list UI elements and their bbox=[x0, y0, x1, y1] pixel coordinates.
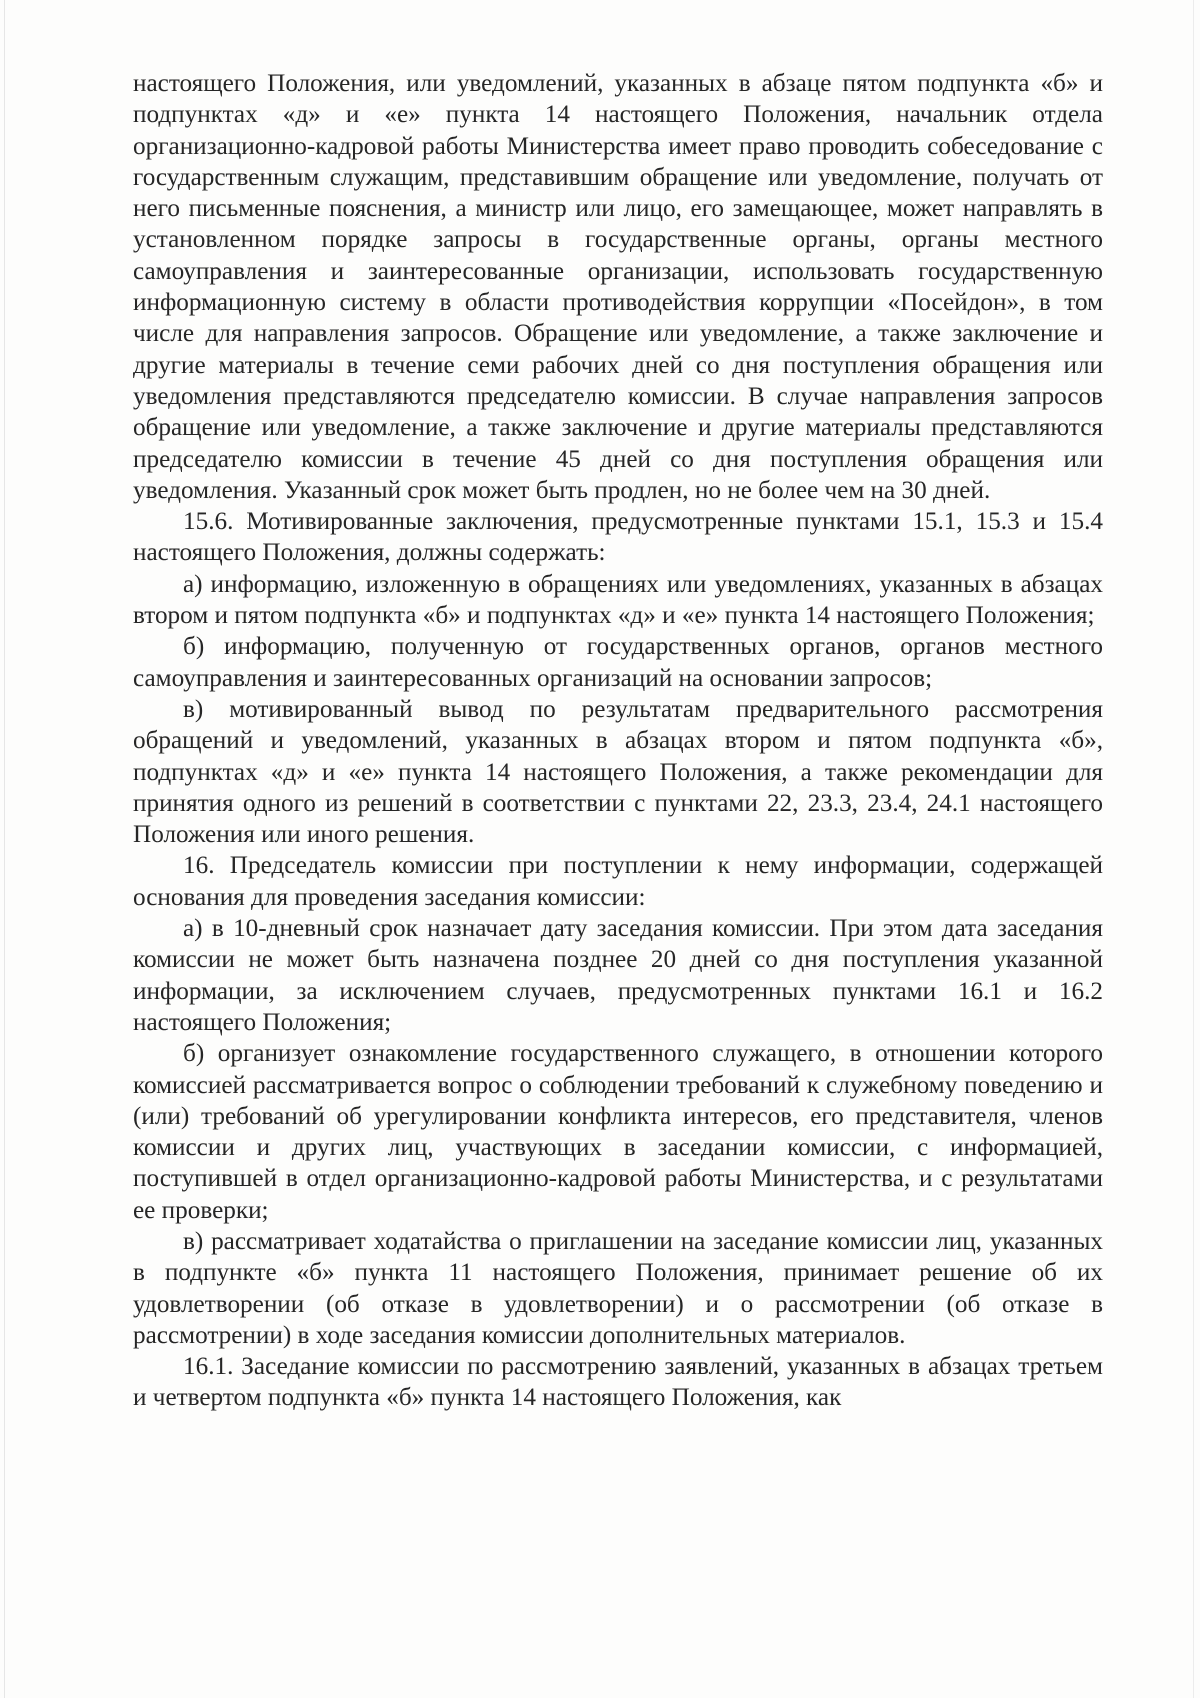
paragraph: а) информацию, изложенную в обращениях или уведомлениях, указанных в абзацах втором и пятом подпункта «б» и подпунктах «д» и «е» пункта 14 настоящего Положения; bbox=[133, 570, 1103, 630]
paragraph: 16.1. Заседание комиссии по рассмотрению заявлений, указанных в абзацах третьем и четвертом подпункта «б» пункта 14 настоящего Положения, как bbox=[133, 1353, 1103, 1412]
paragraph: в) мотивированный вывод по результатам предварительного рассмотрения обращений и уведомлений, указанных в абзацах втором и пятом подпункта «б», подпунктах «д» и «е» пункта 14 настоящего Положения, а также рекомендации для принятия одного из решений в соответствии с пунктами 22, 23.3, 23.4, 24.1 настоящего Положения или иного решения. bbox=[133, 695, 1103, 849]
paragraph: а) в 10-дневный срок назначает дату заседания комиссии. При этом дата заседания комиссии не может быть назначена позднее 20 дней со дня поступления указанной информации, за исключением случаев, предусмотренных пунктами 16.1 и 16.2 настоящего Положения; bbox=[133, 915, 1103, 1036]
paragraph: настоящего Положения, или уведомлений, указанных в абзаце пятом подпункта «б» и подпунктах «д» и «е» пункта 14 настоящего Положения, начальник отдела организационно-кадровой работы Министерства имеет право проводить собеседование с государственным служащим, представившим обращение или уведомление, получать от него письменные пояснения, а министр или лицо, его замещающее, может направлять в установленном порядке запросы в государственные органы, органы местного самоуправления и заинтересованные организации, использовать государственную информационную систему в области противодействия коррупции «Посейдон», в том числе для направления запросов. Обращение или уведомление, а также заключение и другие материалы в течение семи рабочих дней со дня поступления обращения или уведомления представляются председателю комиссии. В случае направления запросов обращение или уведомление, а также заключение и другие материалы представляются председателю комиссии в течение 45 дней со дня поступления обращения или уведомления. Указанный срок может быть продлен, но не более чем на 30 дней. bbox=[133, 70, 1103, 504]
paragraph: 15.6. Мотивированные заключения, предусмотренные пунктами 15.1, 15.3 и 15.4 настоящего Положения, должны содержать: bbox=[133, 508, 1103, 567]
paragraph: б) организует ознакомление государственного служащего, в отношении которого комиссией рассматривается вопрос о соблюдении требований к служебному поведению и (или) требований об урегулировании конфликта интересов, его представителя, членов комиссии и других лиц, участвующих в заседании комиссии, с информацией, поступившей в отдел организационно-кадровой работы Министерства, и с результатами ее проверки; bbox=[133, 1040, 1103, 1224]
paragraph: в) рассматривает ходатайства о приглашении на заседание комиссии лиц, указанных в подпункте «б» пункта 11 настоящего Положения, принимает решение об их удовлетворении (об отказе в удовлетворении) и о рассмотрении (об отказе в рассмотрении) в ходе заседания комиссии дополнительных материалов. bbox=[133, 1227, 1103, 1349]
document-body bbox=[133, 68, 1103, 1414]
paragraph: 16. Председатель комиссии при поступлении к нему информации, содержащей основания для проведения заседания комиссии: bbox=[133, 852, 1103, 911]
paragraph: б) информацию, полученную от государственных органов, органов местного самоуправления и заинтересованных организаций на основании запросов; bbox=[133, 633, 1103, 692]
